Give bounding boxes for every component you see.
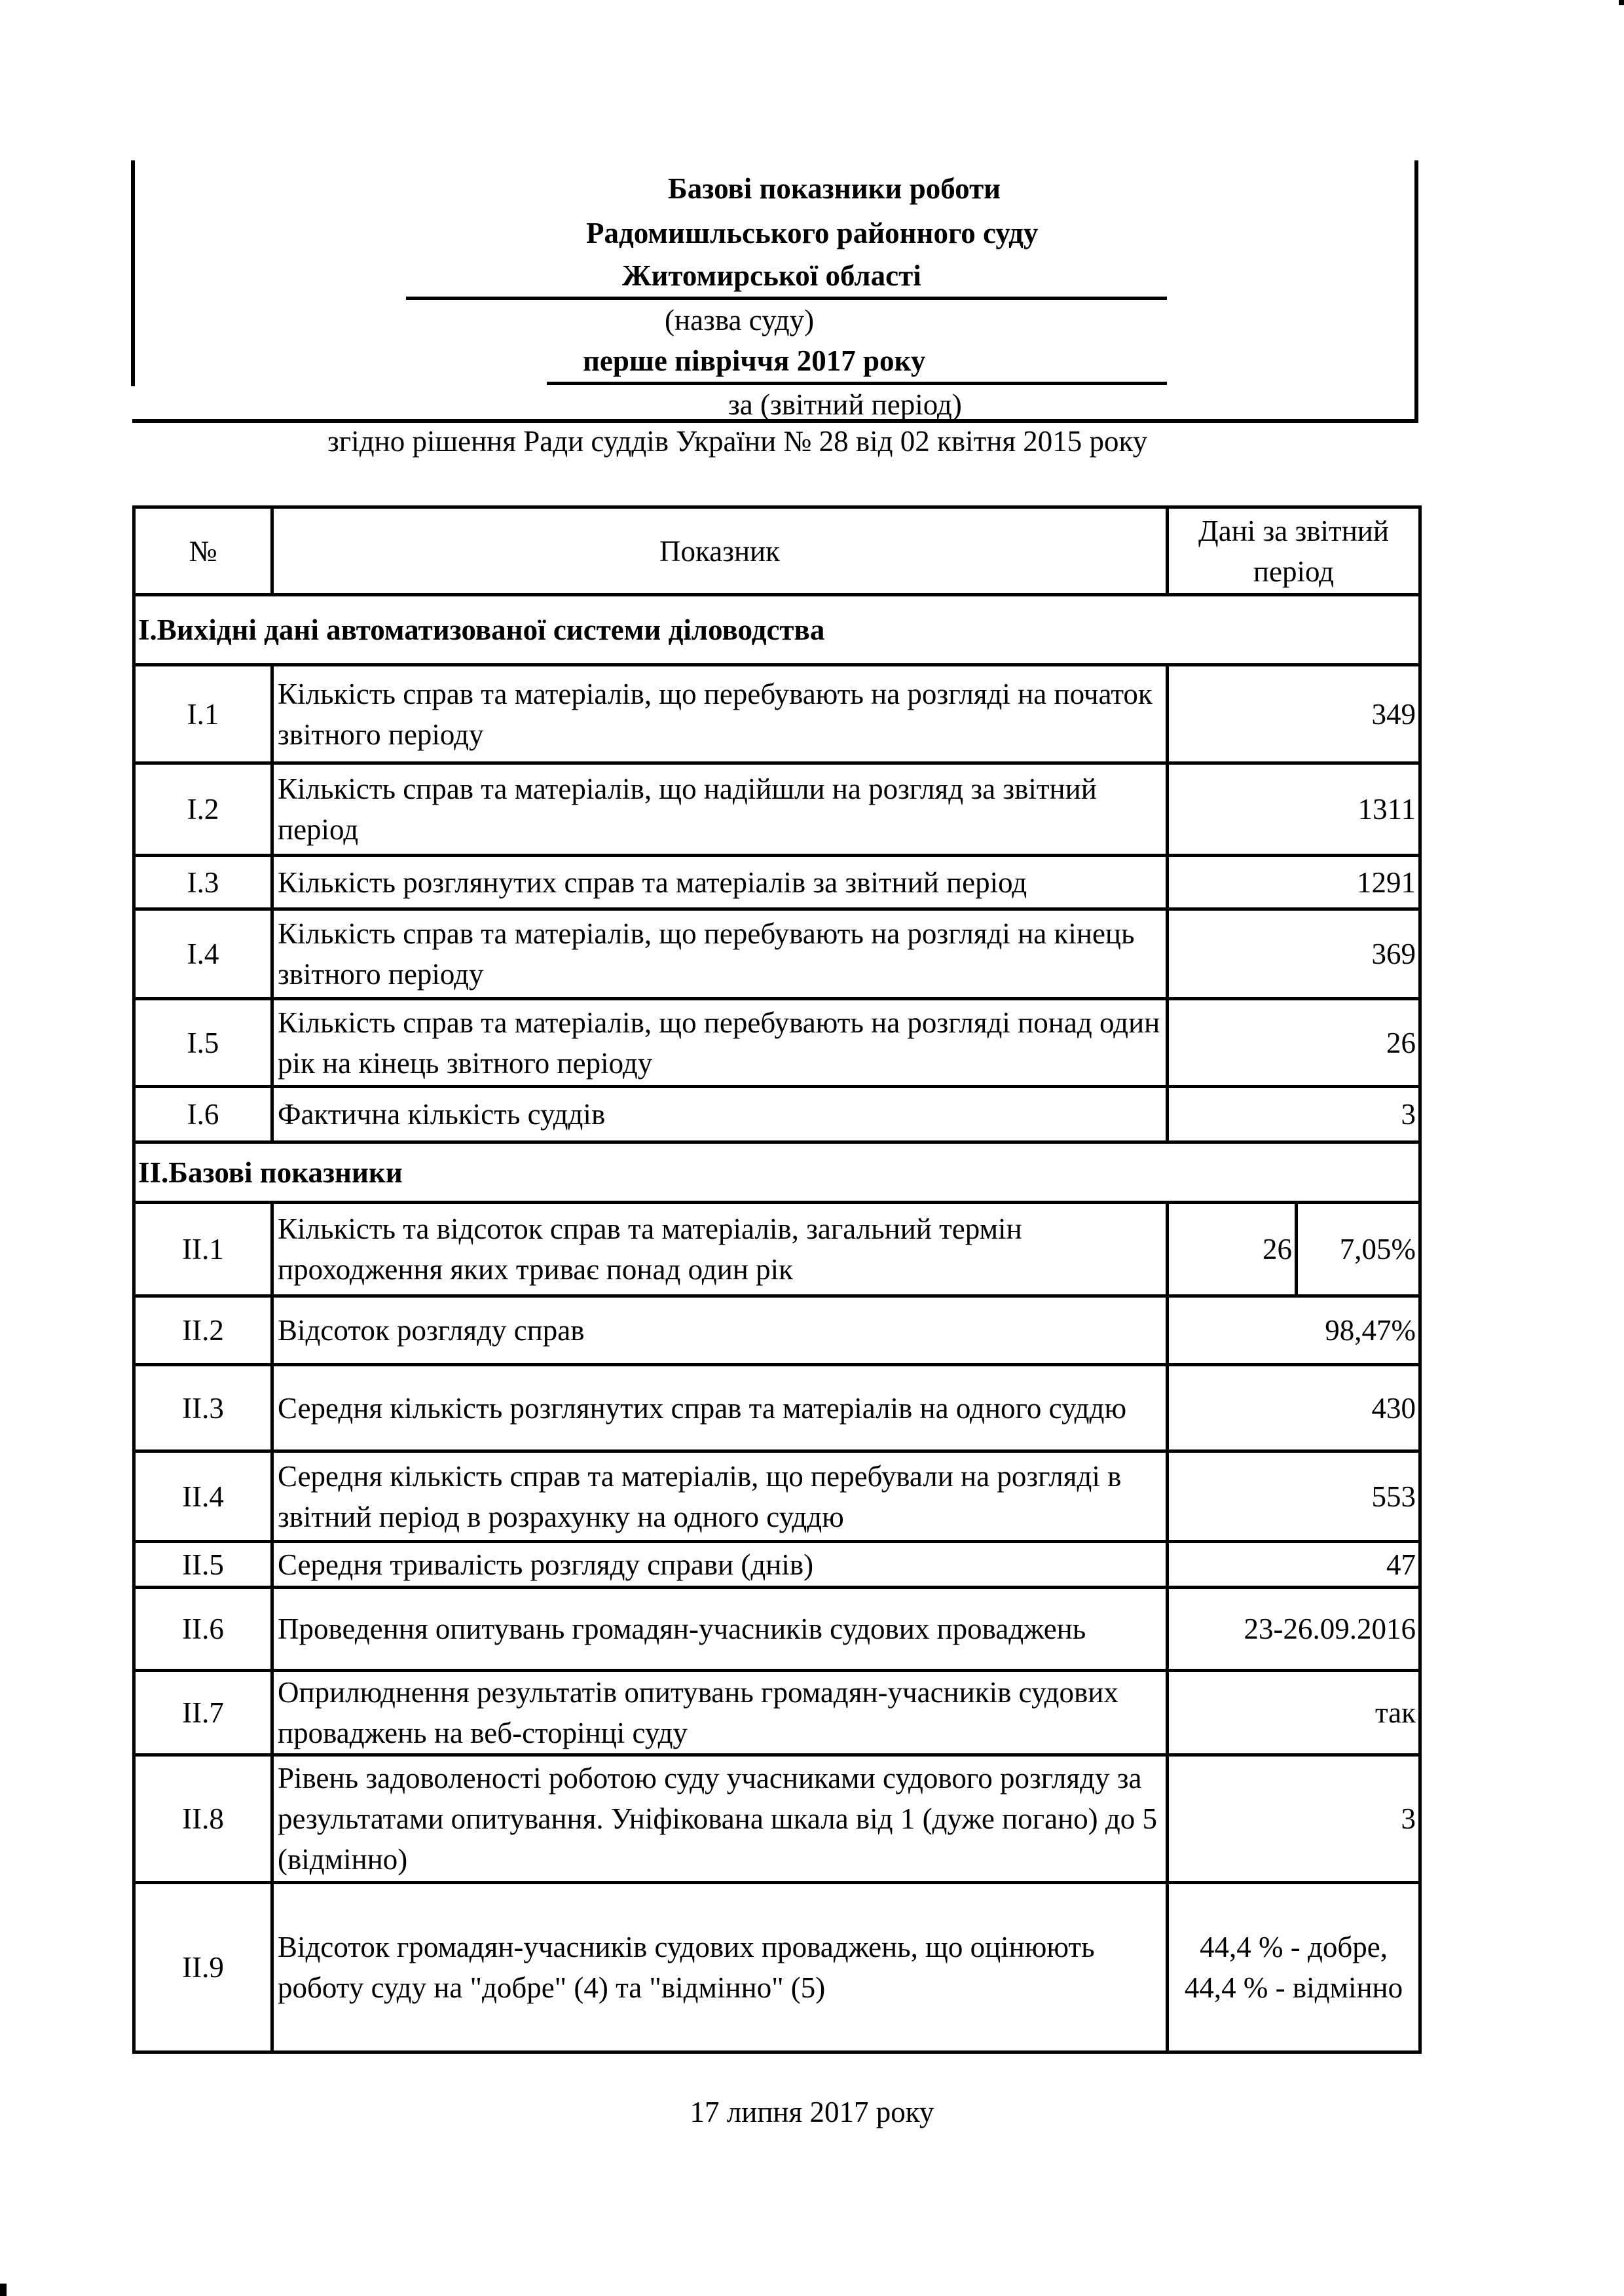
court-name-underline — [406, 297, 1167, 300]
table-row — [134, 665, 1420, 763]
table-row — [134, 1883, 1420, 2052]
header-frame-left-border — [131, 160, 135, 386]
row-value: 26 — [1168, 999, 1420, 1087]
row-indicator: Фактична кількість суддів — [272, 1087, 1168, 1142]
table-row — [134, 1542, 1420, 1588]
row-indicator: Оприлюднення результатів опитувань громадян-учасників судових проваджень на веб-сторінці суду — [272, 1671, 1168, 1755]
table-row — [134, 856, 1420, 909]
row-number: I.3 — [134, 856, 272, 909]
table-row — [134, 1451, 1420, 1542]
court-name: Радомишльського районного суду — [586, 217, 1039, 249]
row-number: I.6 — [134, 1087, 272, 1142]
section-header-row — [134, 595, 1420, 665]
row-indicator: Середня кількість справ та матеріалів, що перебували на розгляді в звітний період в розрахунку на одного суддю — [272, 1451, 1168, 1542]
row-indicator: Кількість справ та матеріалів, що надійшли на розгляд за звітний період — [272, 763, 1168, 856]
table-row — [134, 909, 1420, 999]
report-period-caption: за (звітний період) — [728, 388, 962, 421]
row-value-percent: 7,05% — [1297, 1203, 1420, 1296]
row-value: 553 — [1168, 1451, 1420, 1542]
row-number: II.9 — [134, 1883, 272, 2052]
row-value: 98,47% — [1168, 1296, 1420, 1365]
section-header-row — [134, 1142, 1420, 1203]
row-number: II.8 — [134, 1755, 272, 1883]
row-value: 349 — [1168, 665, 1420, 763]
row-indicator: Кількість справ та матеріалів, що перебувають на розгляді на початок звітного періоду — [272, 665, 1168, 763]
row-indicator: Кількість та відсоток справ та матеріалів, загальний термін проходження яких триває понад один рік — [272, 1203, 1168, 1296]
row-value: 23-26.09.2016 — [1168, 1588, 1420, 1671]
row-value: 3 — [1168, 1087, 1420, 1142]
row-number: I.5 — [134, 999, 272, 1087]
row-number: II.2 — [134, 1296, 272, 1365]
row-number: II.7 — [134, 1671, 272, 1755]
column-header-value: Дані за звітний період — [1168, 507, 1420, 595]
row-value: 1291 — [1168, 856, 1420, 909]
row-indicator: Кількість справ та матеріалів, що перебувають на розгляді понад один рік на кінець звітного періоду — [272, 999, 1168, 1087]
row-value: 44,4 % - добре, 44,4 % - відмінно — [1168, 1883, 1420, 2052]
row-indicator: Відсоток розгляду справ — [272, 1296, 1168, 1365]
table-row — [134, 763, 1420, 856]
row-indicator: Проведення опитувань громадян-учасників судових проваджень — [272, 1588, 1168, 1671]
row-value: 47 — [1168, 1542, 1420, 1588]
row-number: I.4 — [134, 909, 272, 999]
row-value: 369 — [1168, 909, 1420, 999]
column-header-number: № — [134, 507, 272, 595]
table-row — [134, 1755, 1420, 1883]
scan-mark — [0, 2284, 7, 2296]
table-row — [134, 1671, 1420, 1755]
report-period: перше півріччя 2017 року — [583, 344, 926, 377]
row-indicator: Рівень задоволеності роботою суду учасниками судового розгляду за результатами опитування. Уніфікована шкала від 1 (дуже погано) до 5 (відмінно) — [272, 1755, 1168, 1883]
row-indicator: Кількість розглянутих справ та матеріалів за звітний період — [272, 856, 1168, 909]
table-row — [134, 999, 1420, 1087]
table-row — [134, 1365, 1420, 1451]
row-number: II.3 — [134, 1365, 272, 1451]
court-region: Житомирської області — [622, 259, 921, 292]
row-number: II.5 — [134, 1542, 272, 1588]
table-header-row — [134, 507, 1420, 595]
row-indicator: Відсоток громадян-учасників судових проваджень, що оцінюють роботу суду на "добре" (4) та "відмінно" (5) — [272, 1883, 1168, 2052]
indicators-table — [132, 505, 1418, 2054]
row-value: 3 — [1168, 1755, 1420, 1883]
row-value: 1311 — [1168, 763, 1420, 856]
report-period-underline — [547, 382, 1167, 385]
row-number: II.1 — [134, 1203, 272, 1296]
row-number: II.4 — [134, 1451, 272, 1542]
report-date: 17 липня 2017 року — [690, 2096, 934, 2128]
row-value-count: 26 — [1168, 1203, 1297, 1296]
legal-basis: згідно рішення Ради суддів України № 28 від 02 квітня 2015 року — [327, 425, 1148, 458]
section-1-title: I.Вихідні дані автоматизованої системи діловодства — [134, 595, 1420, 665]
header-frame-right-border — [1414, 160, 1418, 422]
row-number: I.2 — [134, 763, 272, 856]
document-title: Базові показники роботи — [668, 172, 1001, 205]
row-number: II.6 — [134, 1588, 272, 1671]
row-number: I.1 — [134, 665, 272, 763]
row-indicator: Середня кількість розглянутих справ та матеріалів на одного суддю — [272, 1365, 1168, 1451]
row-indicator: Кількість справ та матеріалів, що перебувають на розгляді на кінець звітного періоду — [272, 909, 1168, 999]
table-row — [134, 1203, 1420, 1296]
row-value: 430 — [1168, 1365, 1420, 1451]
table-row — [134, 1087, 1420, 1142]
row-value: так — [1168, 1671, 1420, 1755]
court-name-caption: (назва суду) — [665, 304, 815, 337]
section-2-title: II.Базові показники — [134, 1142, 1420, 1203]
table-row — [134, 1588, 1420, 1671]
scan-mark — [1619, 0, 1624, 5]
table-row — [134, 1296, 1420, 1365]
row-indicator: Середня тривалість розгляду справи (днів) — [272, 1542, 1168, 1588]
column-header-indicator: Показник — [272, 507, 1168, 595]
